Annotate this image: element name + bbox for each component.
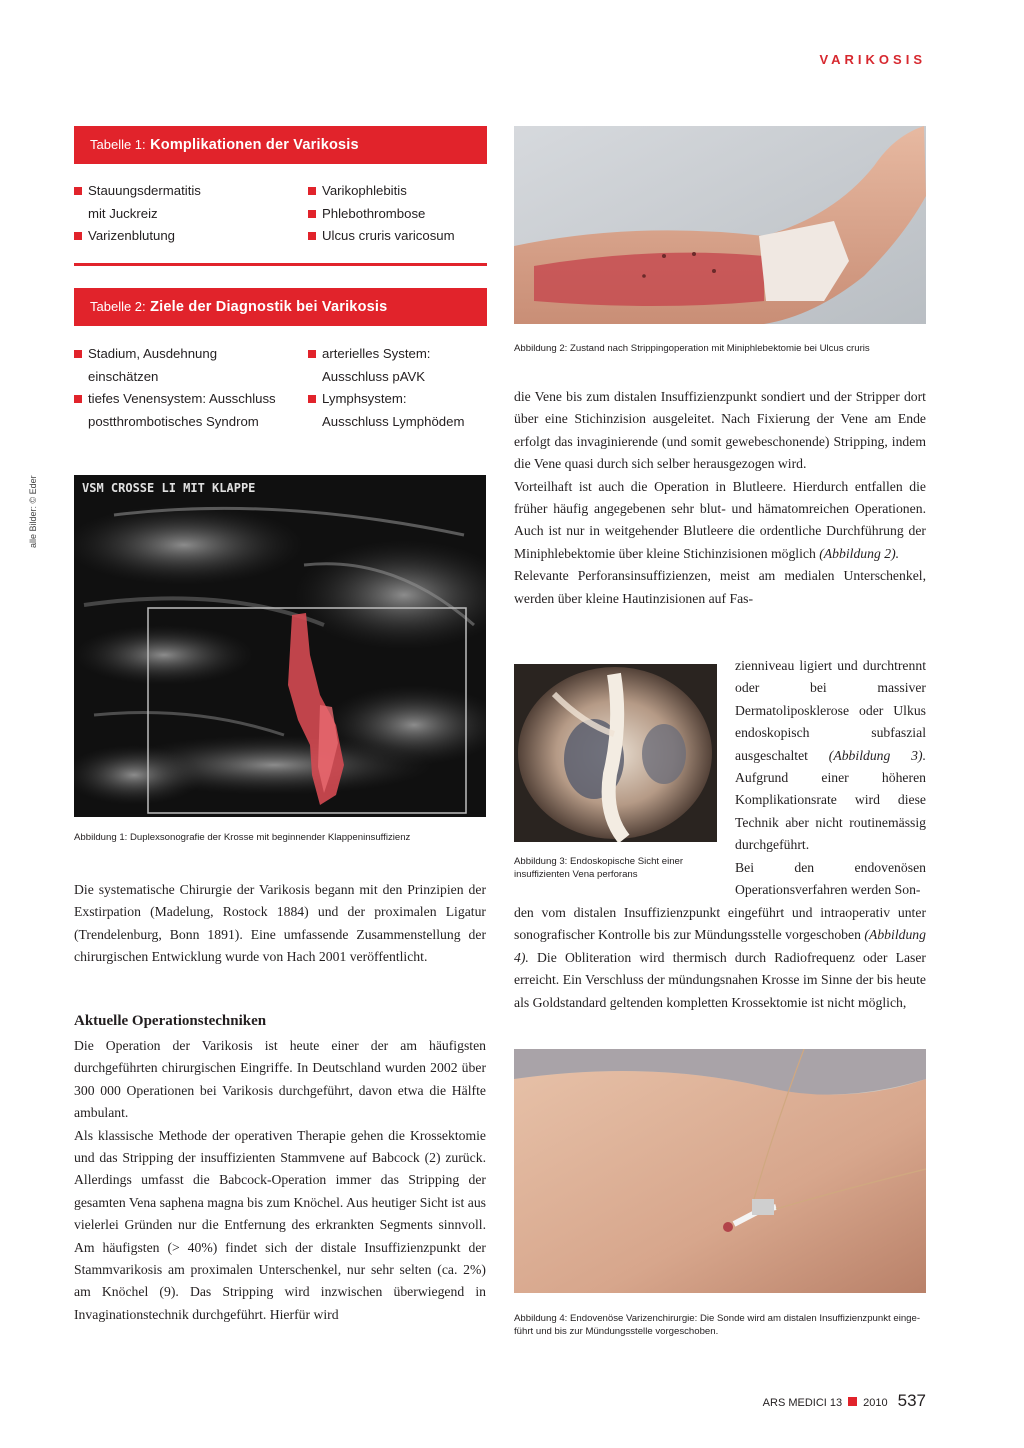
right-column-text-2 <box>514 902 926 1014</box>
photo-credit: alle Bilder: © Eder <box>28 475 38 548</box>
figure-2-caption: Abbildung 2: Zustand nach Strippingoperation mit Miniphlebektomie bei Ulcus cruris <box>514 343 870 354</box>
page-footer <box>763 1391 926 1411</box>
figure-4-photo <box>514 1049 926 1293</box>
paragraph <box>514 902 926 1014</box>
list-item: arterielles System: <box>308 343 464 366</box>
caption-line: führt und bis zur Mündungsstelle vorgeschoben. <box>514 1326 719 1337</box>
table-1 <box>74 126 487 260</box>
right-narrow-text <box>735 655 926 901</box>
figure-1-caption: Abbildung 1: Duplexsonografie der Krosse mit beginnender Klappeninsuffizienz <box>74 832 411 843</box>
paragraph: Relevante Perforansinsuffizienzen, meist am medialen Unterschenkel, werden über kleine Hautinzisionen auf Fas- <box>514 568 926 606</box>
paragraph: Die systematische Chirurgie der Varikosis begann mit den Prinzipien der Exstirpation (Madelung, Rostock 1884) und der proximalen Ligatur (Trendelenburg, Bonn 1891). Eine umfassende Zusammenstellung der chirurgischen Entwicklung wurde von Hach 2001 veröffentlicht. <box>74 882 486 965</box>
ultrasound-overlay-text: VSM CROSSE LI MIT KLAPPE <box>82 481 256 495</box>
list-item: Ausschluss Lymphödem <box>322 413 465 429</box>
list-item: Varikophlebitis <box>308 180 455 203</box>
leg-photo <box>514 126 926 324</box>
caption-line: Abbildung 4: Endovenöse Varizenchirurgie: Die Sonde wird am distalen Insuffizienzpunkt einge- <box>514 1313 921 1324</box>
paragraph-text: Die Obliteration wird thermisch durch Radiofrequenz oder Laser erreicht. Ein Verschluss der mündungsnahen Krosse im Sinne der bis heute als Goldstandard geltenden kompletten Krossektomie ist nicht möglich, <box>514 949 926 1010</box>
figure-reference: (Abbildung 4). <box>514 927 926 965</box>
paragraph-text: den vom distalen Insuffizienzpunkt eingeführt und intraoperativ unter sonografischer Kontrolle bis zur Mündungsstelle vorgeschoben <box>514 905 926 943</box>
ultrasound-image <box>74 475 486 817</box>
list-item: einschätzen <box>88 368 159 384</box>
list-item: mit Juckreiz <box>88 205 158 221</box>
table-1-label: Tabelle 1: <box>90 137 146 152</box>
page-number: 537 <box>897 1391 926 1410</box>
journal-name: ARS MEDICI 13 <box>762 1397 843 1409</box>
caption-line: Abbildung 3: Endoskopische Sicht einer <box>514 856 684 867</box>
endovenous-photo <box>514 1049 926 1293</box>
list-item: Ulcus cruris varicosum <box>308 225 455 248</box>
list-item: Phlebothrombose <box>308 203 455 226</box>
figure-2-photo <box>514 126 926 324</box>
paragraph-text: Vorteilhaft ist auch die Operation in Blutleere. Hierdurch entfallen die früher häufig angegebenen sehr blut- und hämatomreichen Operationen. Auch ist nur in weitgehender Blutleere die ordentliche Durchführung der Miniphlebektomie über kleine Stichinzisionen möglich <box>514 478 926 561</box>
figure-reference: (Abbildung 3). <box>828 747 926 763</box>
paragraph: Als klassische Methode der operativen Therapie gehen die Krossektomie und das Stripping der insuffizienten Stammvene auf Babcock (2) zurück. Allerdings umfasst die Babcock-Operation immer das Stripping der gesamten Vena saphena magna bis zum Knöchel. Aus heutiger Sicht ist aus vielerlei Gründen nur die Entfernung des erkrankten Segments sinnvoll. Am häufigsten (> 40%) findet sich der distale Insuffizienzpunkt der Stammvarikosis am proximalen Unterschenkel, nur sehr selten (ca. 2%) am Knöchel (9). Das Stripping wird inzwischen überwiegend in Invaginationstechnik durchgeführt. Hierfür wird <box>74 1127 486 1322</box>
section-heading: Aktuelle Operationstechniken <box>74 1013 267 1029</box>
journal-year: 2010 <box>863 1397 888 1409</box>
paragraph: Die Operation der Varikosis ist heute einer der am häufigsten durchgeführten chirurgischen Eingriffe. In Deutschland wurden 2002 über 300 000 Operationen bei Varikosis durchgeführt, davon etwa die Hälfte ambulant. <box>74 1038 486 1121</box>
list-item: Ausschluss pAVK <box>322 368 426 384</box>
list-item: tiefes Venensystem: Ausschluss <box>74 388 276 411</box>
table-1-title: Komplikationen der Varikosis <box>150 137 359 153</box>
list-item: Stadium, Ausdehnung <box>74 343 276 366</box>
left-intro-text <box>74 879 486 969</box>
figure-1-ultrasound <box>74 475 486 817</box>
list-item: postthrombotisches Syndrom <box>88 413 259 429</box>
table-2-label: Tabelle 2: <box>90 299 146 314</box>
footer-square-icon <box>848 1397 857 1406</box>
figure-3-caption <box>514 855 683 881</box>
paragraph-text: zienniveau ligiert und durchtrennt oder bei massiver Dermatoliposklerose oder Ulkus endoskopisch subfaszial ausgeschaltet <box>735 658 926 763</box>
left-column-text <box>74 1035 486 1326</box>
right-column-text-1 <box>514 386 926 610</box>
running-head: VARIKOSIS <box>819 52 926 67</box>
table-2-header <box>74 288 487 326</box>
table-2-title: Ziele der Diagnostik bei Varikosis <box>150 299 388 315</box>
paragraph <box>735 655 926 857</box>
paragraph: die Vene bis zum distalen Insuffizienzpunkt sondiert und der Stripper dort über eine Stichinzision ausgeleitet. Nach Fixierung der Vene am Ende erfolgt das invaginierende (und somit gewebeschonende) Stripping, indem die Vene quasi durch sich selber herausgezogen wird. <box>514 389 926 472</box>
paragraph <box>514 476 926 566</box>
paragraph: Bei den endovenösen Operationsverfahren werden Son- <box>735 859 926 898</box>
table-1-header <box>74 126 487 164</box>
figure-4-caption <box>514 1312 920 1338</box>
table-2 <box>74 288 487 443</box>
figure-3-endoscopy <box>514 664 717 842</box>
list-item: Varizenblutung <box>74 225 201 248</box>
paragraph-text: Aufgrund einer höheren Komplikationsrate wird diese Technik aber nicht routinemässig durchgeführt. <box>735 770 926 853</box>
table-1-rule <box>74 263 487 266</box>
caption-line: insuffizienten Vena perforans <box>514 869 638 880</box>
list-item: Lymphsystem: <box>308 388 464 411</box>
list-item: Stauungsdermatitis <box>74 180 201 203</box>
figure-reference: (Abbildung 2). <box>819 545 900 561</box>
endoscopy-image <box>514 664 717 842</box>
